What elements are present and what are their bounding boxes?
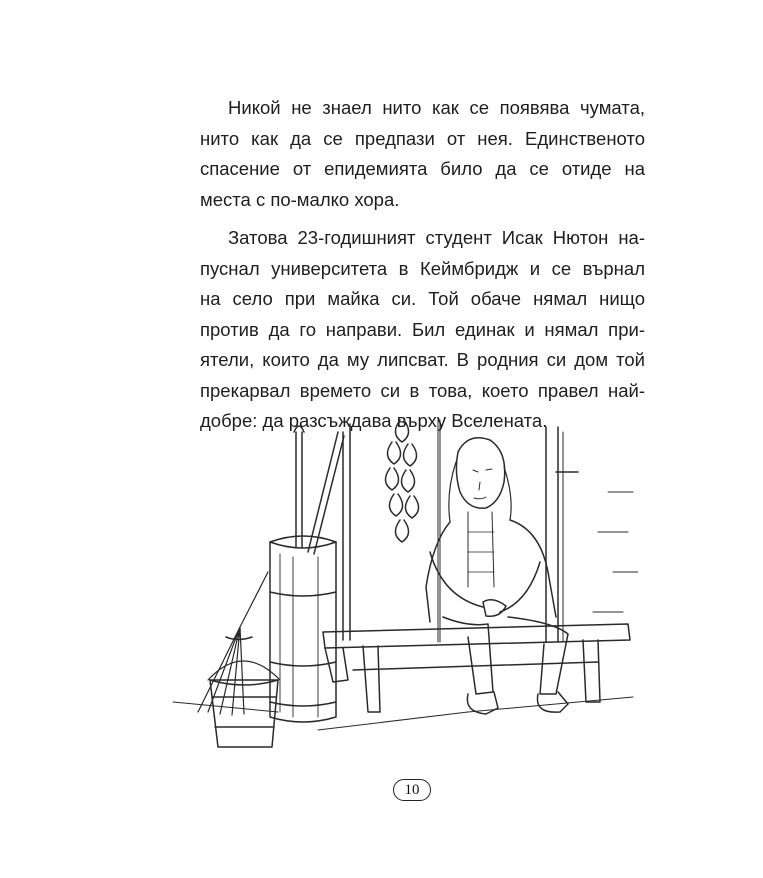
text-line: на село при майка си. Той обаче нямал нищо [200, 288, 645, 309]
text-line: добре: да разсъждава върху Вселената. [200, 410, 548, 431]
text-line: Затова 23-годишният студент Исак Нютон на- [228, 227, 645, 248]
paragraph-2 [200, 223, 645, 437]
paragraph-1 [200, 93, 645, 215]
newton-sitting-on-bench-sketch-icon [168, 412, 638, 757]
page-number: 10 [393, 779, 431, 801]
body-text [200, 93, 645, 437]
text-line: Никой не знаел нито как се появява чумата, [228, 97, 645, 118]
text-line: пуснал университета в Кеймбридж и се върнал [200, 257, 645, 279]
text-line: нито как да се предпази от нея. Единственото [200, 127, 645, 149]
text-line: прекарвал времето си в това, което правел най- [200, 379, 645, 401]
text-line: места с по-малко хора. [200, 188, 400, 210]
text-line: спасение от епидемията било да се отиде на [200, 158, 645, 179]
text-line: ятели, които да му липсват. В родния си дом той [200, 349, 645, 370]
text-line: против да го направи. Бил единак и нямал при- [200, 318, 645, 340]
